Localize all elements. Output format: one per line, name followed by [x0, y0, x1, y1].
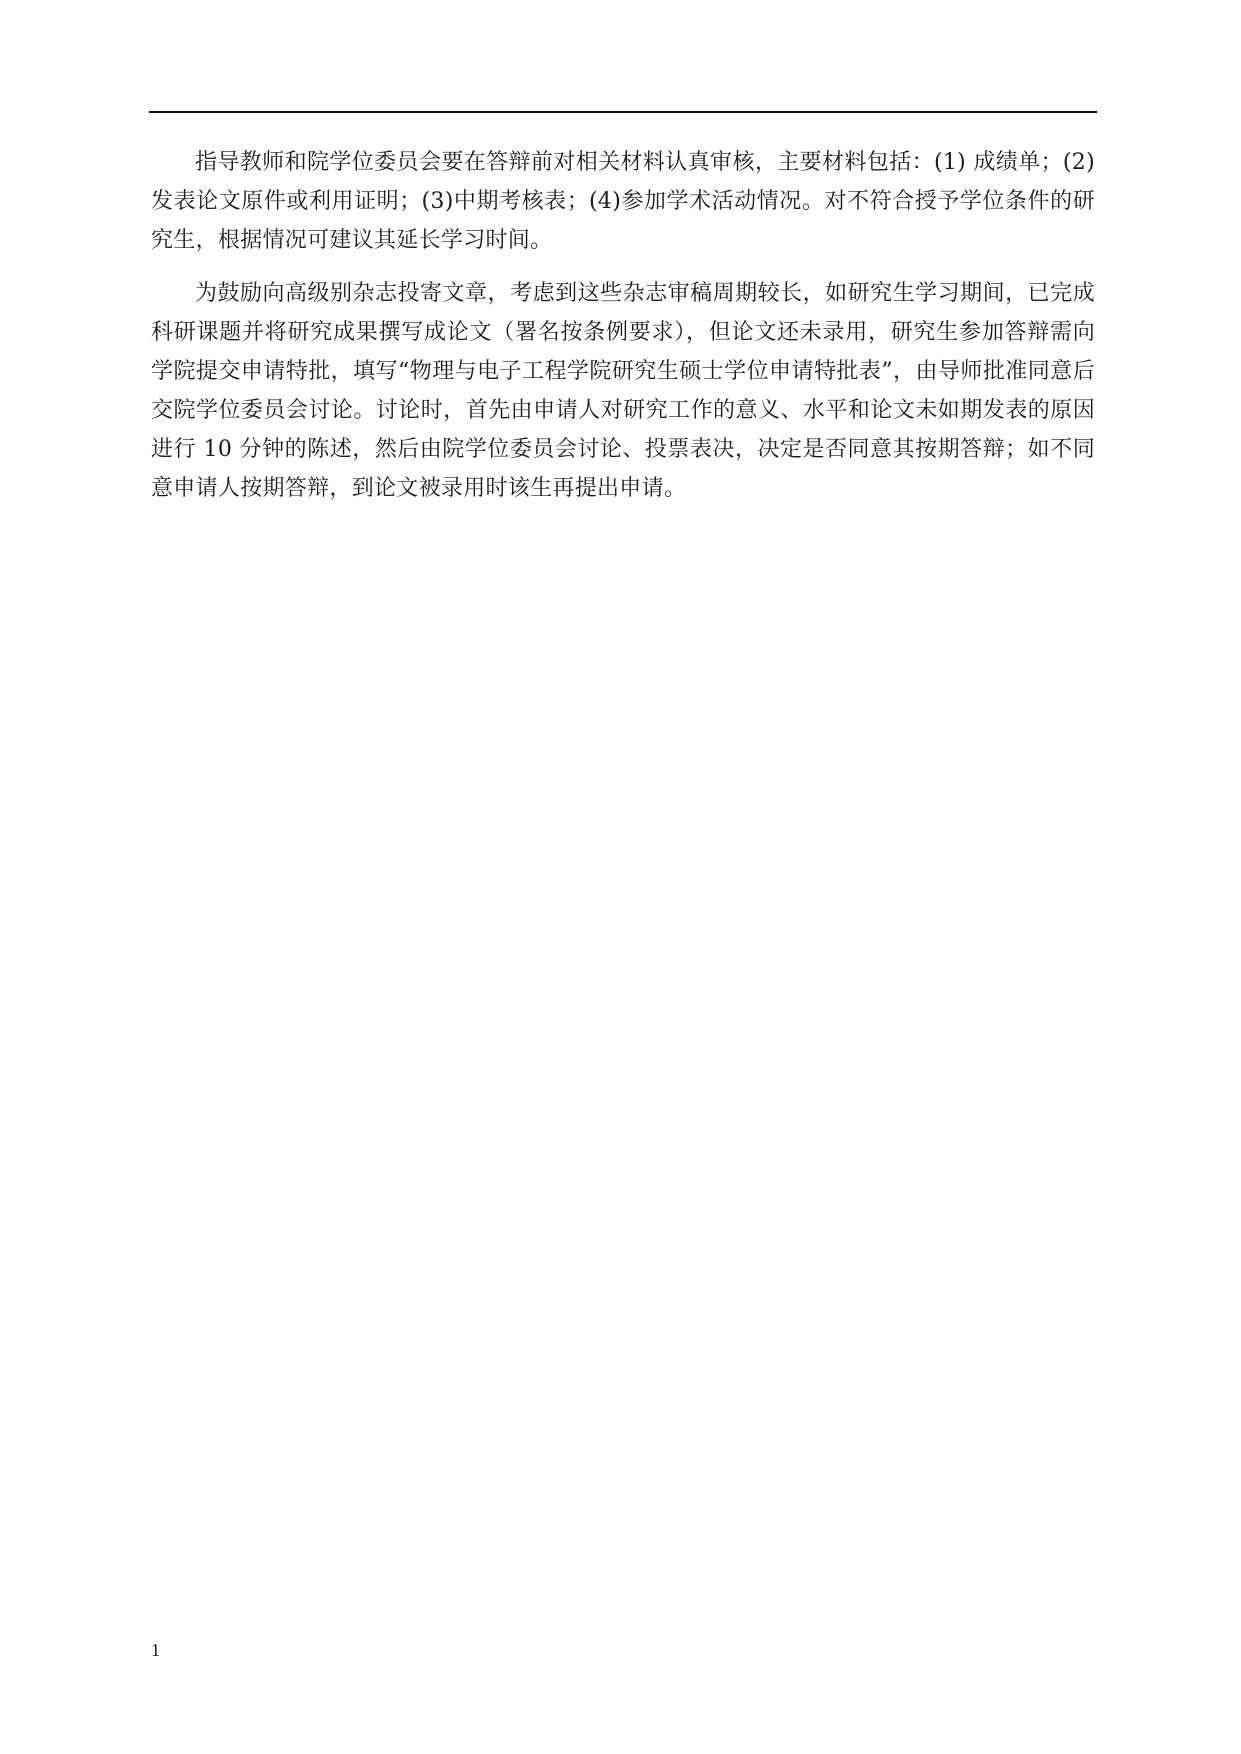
- header-rule: [149, 111, 1097, 113]
- paragraph-review-materials: 指导教师和院学位委员会要在答辩前对相关材料认真审核，主要材料包括：(1) 成绩单；(2)发表论文原件或利用证明；(3)中期考核表；(4)参加学术活动情况。对不符合授予学位条件的研究生，根据情况可建议其延长学习时间。: [151, 150, 1095, 253]
- document-body: [151, 143, 1095, 522]
- page-number: 1: [151, 1640, 160, 1660]
- paragraph-special-approval: 为鼓励向高级别杂志投寄文章，考虑到这些杂志审稿周期较长，如研究生学习期间，已完成科研课题并将研究成果撰写成论文（署名按条例要求），但论文还未录用，研究生参加答辩需向学院提交申请特批，填写“物理与电子工程学院研究生硕士学位申请特批表”，由导师批准同意后交院学位委员会讨论。讨论时，首先由申请人对研究工作的意义、水平和论文未如期发表的原因进行 10 分钟的陈述，然后由院学位委员会讨论、投票表决，决定是否同意其按期答辩；如不同意申请人按期答辩，到论文被录用时该生再提出申请。: [151, 281, 1095, 501]
